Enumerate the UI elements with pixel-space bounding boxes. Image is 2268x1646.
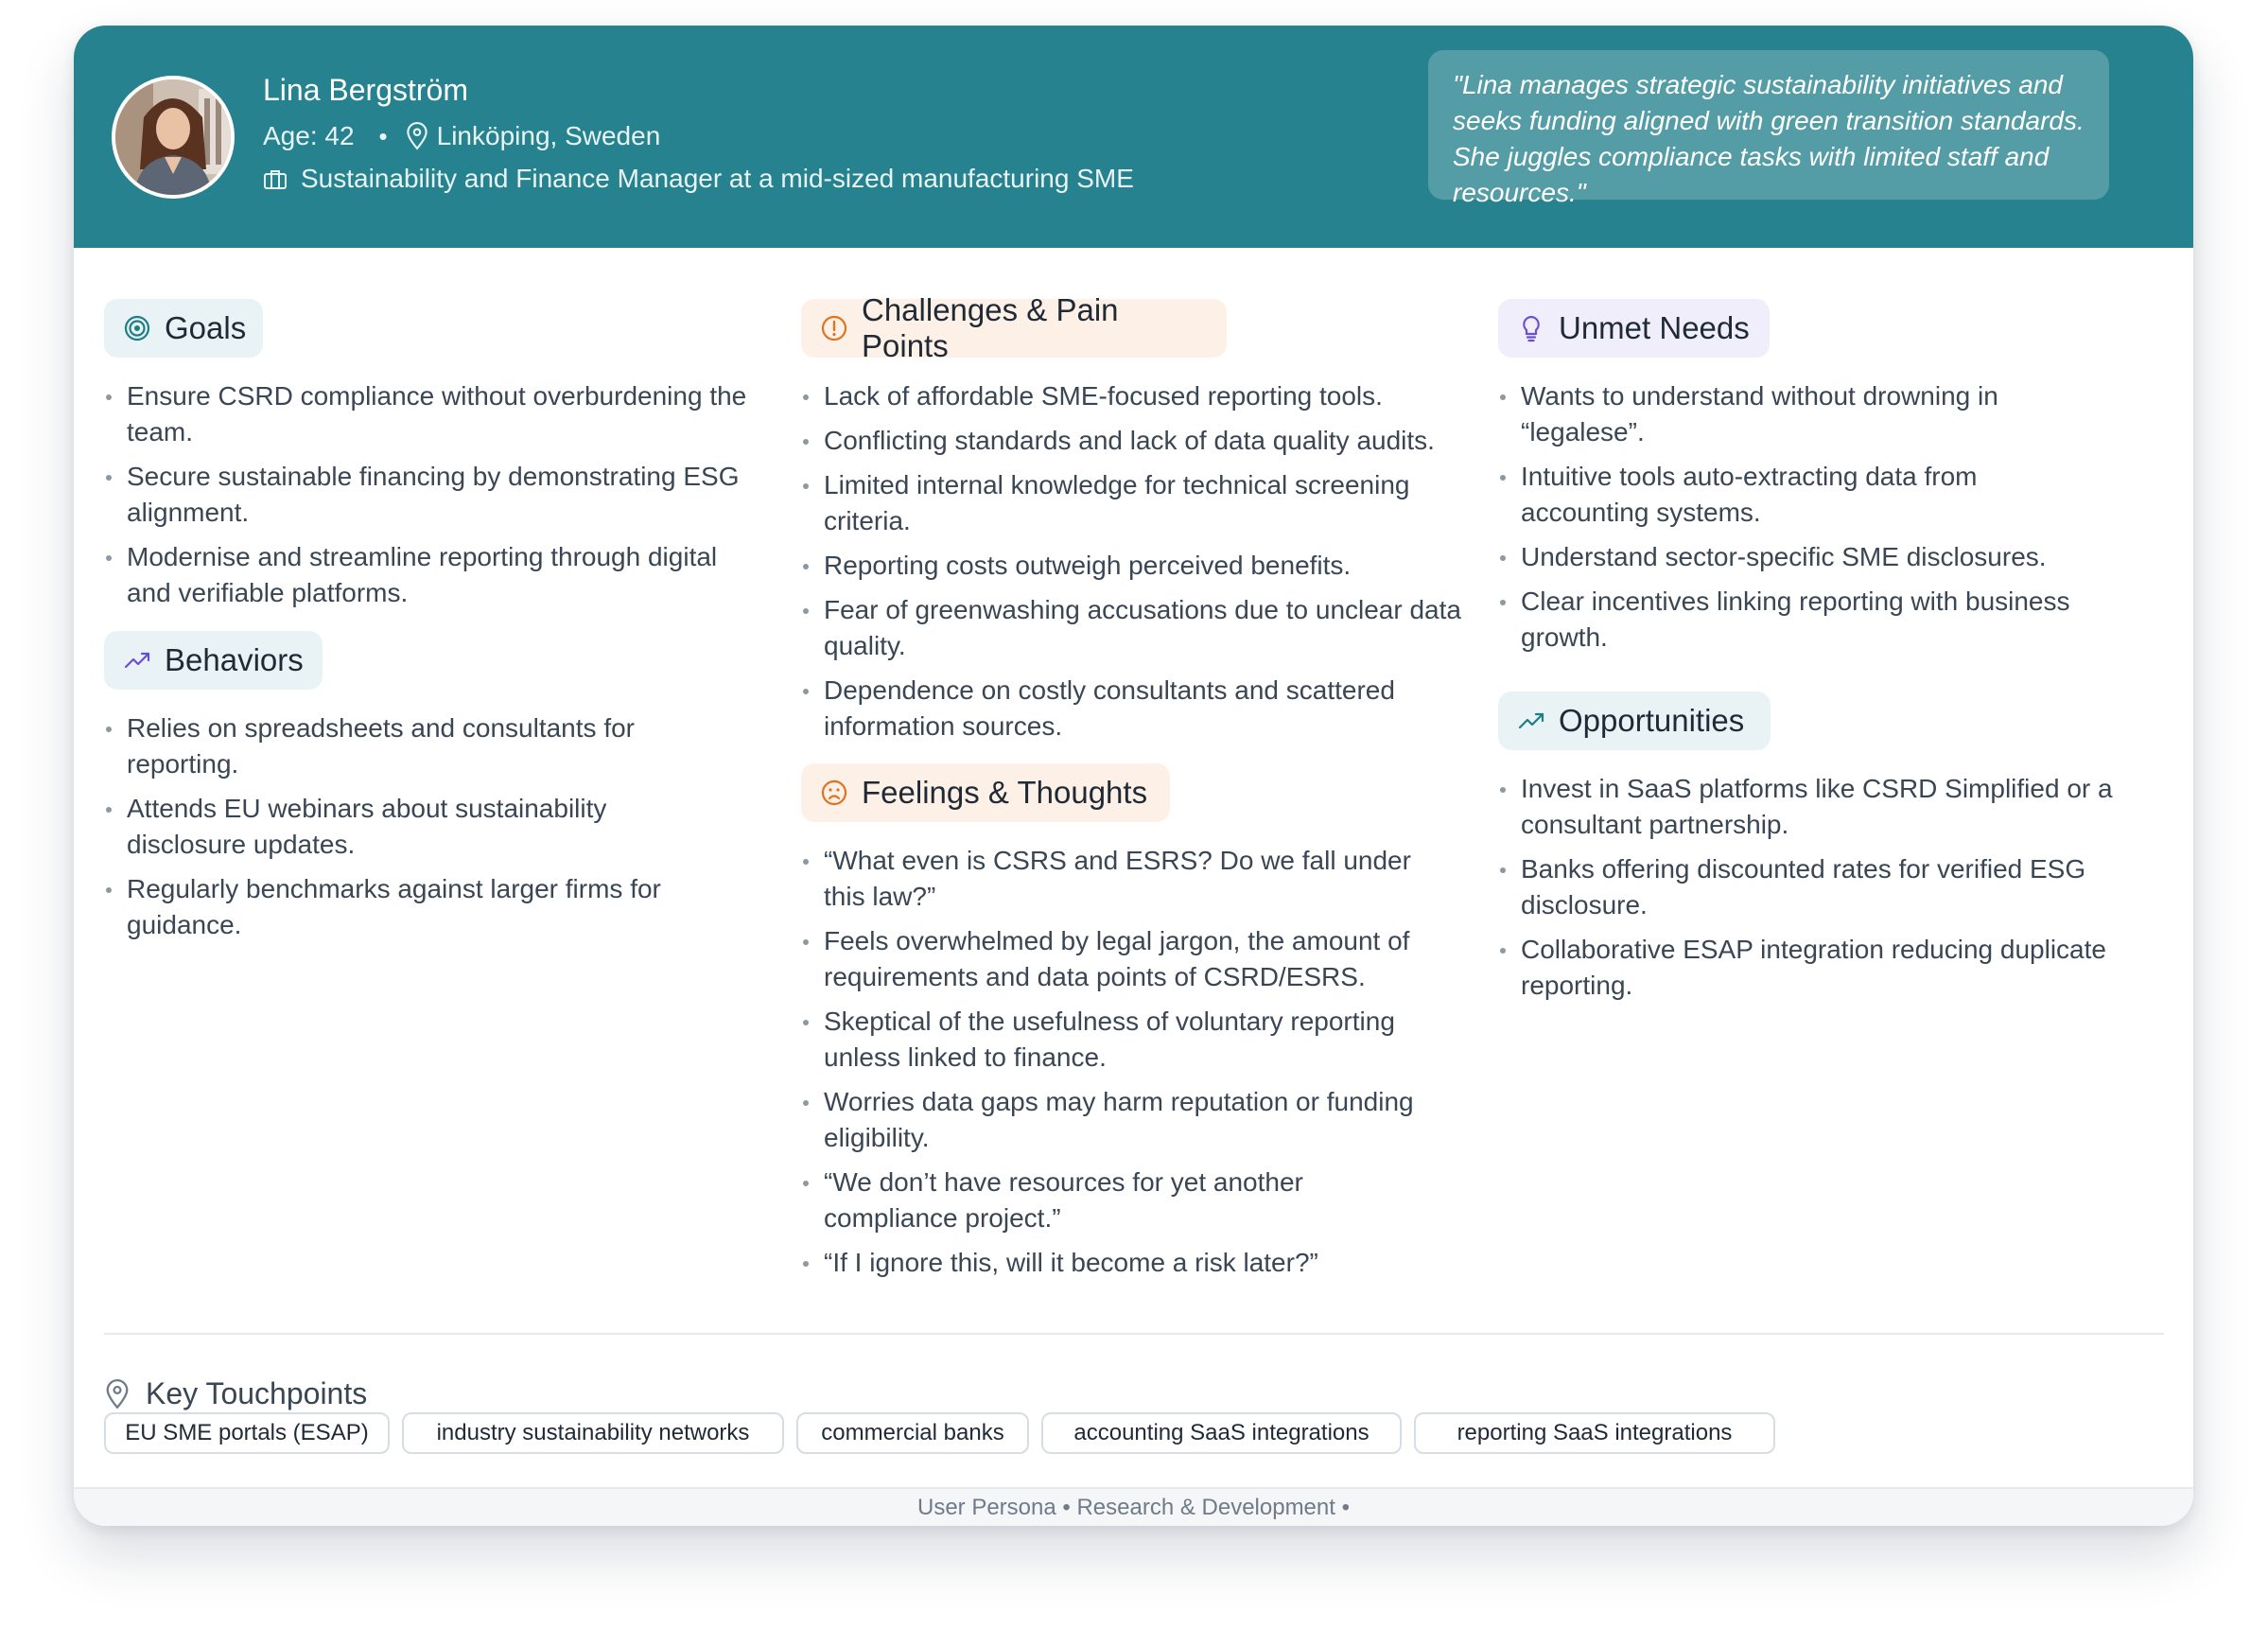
- touchpoints-title: Key Touchpoints: [146, 1376, 368, 1410]
- lightbulb-icon: [1517, 314, 1545, 342]
- persona-role: [263, 164, 1134, 194]
- feelings-title: Feelings & Thoughts: [862, 775, 1148, 810]
- goals-title: Goals: [165, 310, 247, 345]
- meta-separator: •: [378, 121, 388, 150]
- opportunities-heading: [1498, 692, 1771, 750]
- list-item: Dependence on costly consultants and scattered information sources.: [801, 673, 1463, 744]
- persona-meta: [263, 121, 660, 151]
- touchpoint-tag: reporting SaaS integrations: [1414, 1412, 1775, 1454]
- list-item: Regularly benchmarks against larger firms for guidance.: [104, 871, 690, 943]
- persona-name: Lina Bergström: [263, 73, 468, 107]
- list-item: Invest in SaaS platforms like CSRD Simplified or a consultant partnership.: [1498, 771, 2141, 843]
- list-item: Intuitive tools auto-extracting data from accounting systems.: [1498, 459, 2103, 531]
- list-item: Limited internal knowledge for technical screening criteria.: [801, 467, 1463, 539]
- frown-icon: [820, 779, 848, 807]
- behaviors-list: [104, 710, 690, 952]
- list-item: Wants to understand without drowning in “legalese”.: [1498, 378, 2103, 450]
- challenges-list: [801, 378, 1463, 753]
- location-pin-icon: [104, 1379, 131, 1410]
- list-item: Fear of greenwashing accusations due to unclear data quality.: [801, 592, 1463, 664]
- persona-age: Age: 42: [263, 121, 355, 150]
- list-item: Ensure CSRD compliance without overburdening the team.: [104, 378, 747, 450]
- behaviors-title: Behaviors: [165, 642, 304, 677]
- goals-list: [104, 378, 747, 620]
- list-item: “What even is CSRS and ESRS? Do we fall under this law?”: [801, 843, 1444, 915]
- needs-title: Unmet Needs: [1559, 310, 1750, 345]
- list-item: Secure sustainable financing by demonstrating ESG alignment.: [104, 459, 747, 531]
- behaviors-heading: [104, 631, 323, 690]
- alert-circle-icon: [820, 314, 848, 342]
- list-item: “We don’t have resources for yet another compliance project.”: [801, 1164, 1444, 1236]
- feelings-heading: [801, 763, 1170, 822]
- list-item: Conflicting standards and lack of data quality audits.: [801, 423, 1463, 459]
- section-divider: [104, 1333, 2164, 1335]
- touchpoint-tag: accounting SaaS integrations: [1041, 1412, 1402, 1454]
- touchpoint-tag: industry sustainability networks: [402, 1412, 784, 1454]
- list-item: Reporting costs outweigh perceived benefits.: [801, 548, 1463, 584]
- list-item: Understand sector-specific SME disclosures.: [1498, 539, 2103, 575]
- list-item: Modernise and streamline reporting through digital and verifiable platforms.: [104, 539, 747, 611]
- footer: User Persona • Research & Development •: [74, 1487, 2193, 1526]
- list-item: Skeptical of the usefulness of voluntary reporting unless linked to finance.: [801, 1004, 1444, 1076]
- opportunities-list: [1498, 771, 2141, 1012]
- feelings-list: [801, 843, 1444, 1289]
- list-item: Worries data gaps may harm reputation or funding eligibility.: [801, 1084, 1444, 1156]
- persona-header: [74, 26, 2193, 248]
- target-icon: [123, 314, 151, 342]
- list-item: Attends EU webinars about sustainability disclosure updates.: [104, 791, 690, 863]
- list-item: Lack of affordable SME-focused reporting tools.: [801, 378, 1463, 414]
- persona-quote: "Lina manages strategic sustainability initiatives and seeks funding aligned with green transition standards. She juggles compliance tasks with limited staff and resources.": [1428, 50, 2109, 200]
- list-item: Banks offering discounted rates for verified ESG disclosure.: [1498, 851, 2141, 923]
- avatar: [112, 76, 235, 199]
- persona-location: Linköping, Sweden: [436, 121, 661, 150]
- briefcase-icon: [263, 167, 288, 190]
- list-item: Feels overwhelmed by legal jargon, the amount of requirements and data points of CSRD/ESRS.: [801, 923, 1444, 995]
- trend-up-icon: [123, 646, 151, 674]
- needs-list: [1498, 378, 2103, 664]
- trend-up-icon: [1517, 707, 1545, 735]
- touchpoint-tag: EU SME portals (ESAP): [104, 1412, 390, 1454]
- list-item: “If I ignore this, will it become a risk later?”: [801, 1245, 1444, 1281]
- challenges-heading: [801, 292, 1227, 363]
- location-pin-icon: [405, 122, 429, 150]
- opportunities-title: Opportunities: [1559, 703, 1745, 738]
- needs-heading: [1498, 299, 1770, 358]
- touchpoint-tag: commercial banks: [796, 1412, 1029, 1454]
- list-item: Clear incentives linking reporting with business growth.: [1498, 584, 2103, 656]
- goals-heading: [104, 299, 263, 358]
- list-item: Relies on spreadsheets and consultants for reporting.: [104, 710, 690, 782]
- list-item: Collaborative ESAP integration reducing duplicate reporting.: [1498, 932, 2141, 1004]
- persona-card: [74, 26, 2193, 1526]
- touchpoints-heading: [104, 1376, 367, 1411]
- persona-role-text: Sustainability and Finance Manager at a mid-sized manufacturing SME: [301, 164, 1134, 193]
- challenges-title: Challenges & Pain Points: [862, 292, 1119, 363]
